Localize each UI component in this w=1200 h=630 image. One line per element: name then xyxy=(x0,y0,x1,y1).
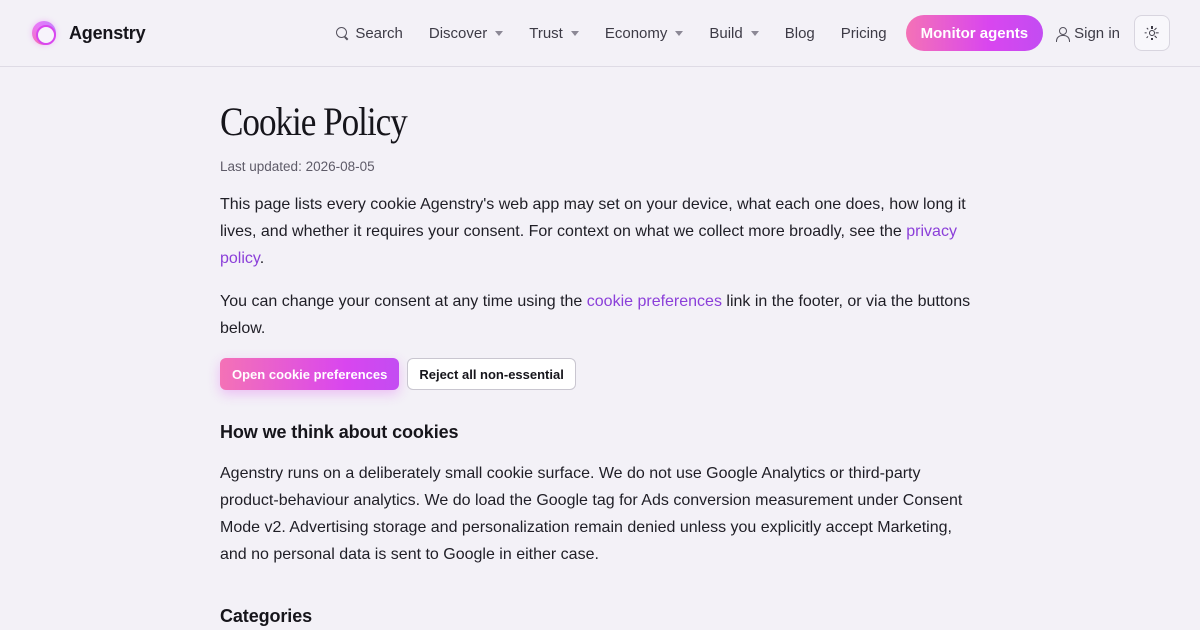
sun-icon xyxy=(1145,26,1159,40)
intro-paragraph xyxy=(220,191,980,272)
nav-economy-dropdown[interactable] xyxy=(592,14,697,52)
privacy-policy-link[interactable]: privacy policy xyxy=(220,223,957,267)
agenstry-logo-icon xyxy=(32,21,56,45)
consent-buttons xyxy=(220,358,980,390)
nav-trust-dropdown[interactable] xyxy=(516,14,592,52)
consent-text: You can change your consent at any time using the xyxy=(220,293,587,310)
nav-search[interactable] xyxy=(322,14,416,52)
chevron-down-icon xyxy=(751,31,759,36)
consent-paragraph xyxy=(220,288,980,342)
main-nav xyxy=(322,14,1170,52)
cookies-approach-paragraph: Agenstry runs on a deliberately small cookie surface. We do not use Google Analytics or third-party product-behaviour analytics. We do load the Google tag for Ads conversion measurement under Consent Mode v2. Advertising storage and personalization remain denied unless you explicitly accept Marketing, and no personal data is sent to Google in either case. xyxy=(220,465,963,563)
nav-blog-link[interactable] xyxy=(772,14,828,52)
nav-discover-label: Discover xyxy=(428,24,488,42)
nav-discover-dropdown[interactable] xyxy=(416,14,516,52)
monitor-agents-button[interactable]: Monitor agents xyxy=(906,15,1044,51)
top-navigation-bar xyxy=(0,0,1200,67)
open-cookie-preferences-button[interactable]: Open cookie preferences xyxy=(220,358,399,390)
chevron-down-icon xyxy=(571,31,579,36)
nav-build-label: Build xyxy=(709,24,743,42)
cookie-preferences-link[interactable]: cookie preferences xyxy=(586,293,722,310)
nav-economy-label: Economy xyxy=(604,24,668,42)
section-heading-cookies: How we think about cookies xyxy=(220,422,459,442)
chevron-down-icon xyxy=(675,31,683,36)
intro-text-end: . xyxy=(259,250,265,267)
section-heading-categories: Categories xyxy=(220,606,313,626)
nav-pricing-label: Pricing xyxy=(840,24,887,42)
intro-text: This page lists every cookie Agenstry's web app may set on your device, what each one does, how long it lives, and whether it requires your consent. For context on what we collect more broadly, see the xyxy=(220,196,966,240)
sign-in-link[interactable] xyxy=(1043,14,1133,52)
user-icon xyxy=(1056,27,1068,40)
sign-in-label: Sign in xyxy=(1074,24,1120,42)
search-icon xyxy=(335,26,349,40)
nav-trust-label: Trust xyxy=(529,24,563,42)
nav-build-dropdown[interactable] xyxy=(696,14,771,52)
reject-non-essential-button[interactable]: Reject all non-essential xyxy=(407,358,576,390)
policy-content xyxy=(220,98,980,627)
nav-blog-label: Blog xyxy=(784,24,815,42)
nav-pricing-link[interactable] xyxy=(828,14,900,52)
theme-toggle-button[interactable] xyxy=(1134,15,1170,51)
nav-search-label: Search xyxy=(355,24,403,42)
last-updated-text: Last updated: 2026-08-05 xyxy=(220,159,375,174)
brand-name: Agenstry xyxy=(69,22,146,43)
page-title: Cookie Policy xyxy=(220,99,407,144)
brand-home-link[interactable] xyxy=(32,20,145,46)
consent-text-end: link in the footer, or via the buttons below. xyxy=(220,293,971,337)
chevron-down-icon xyxy=(495,31,503,36)
